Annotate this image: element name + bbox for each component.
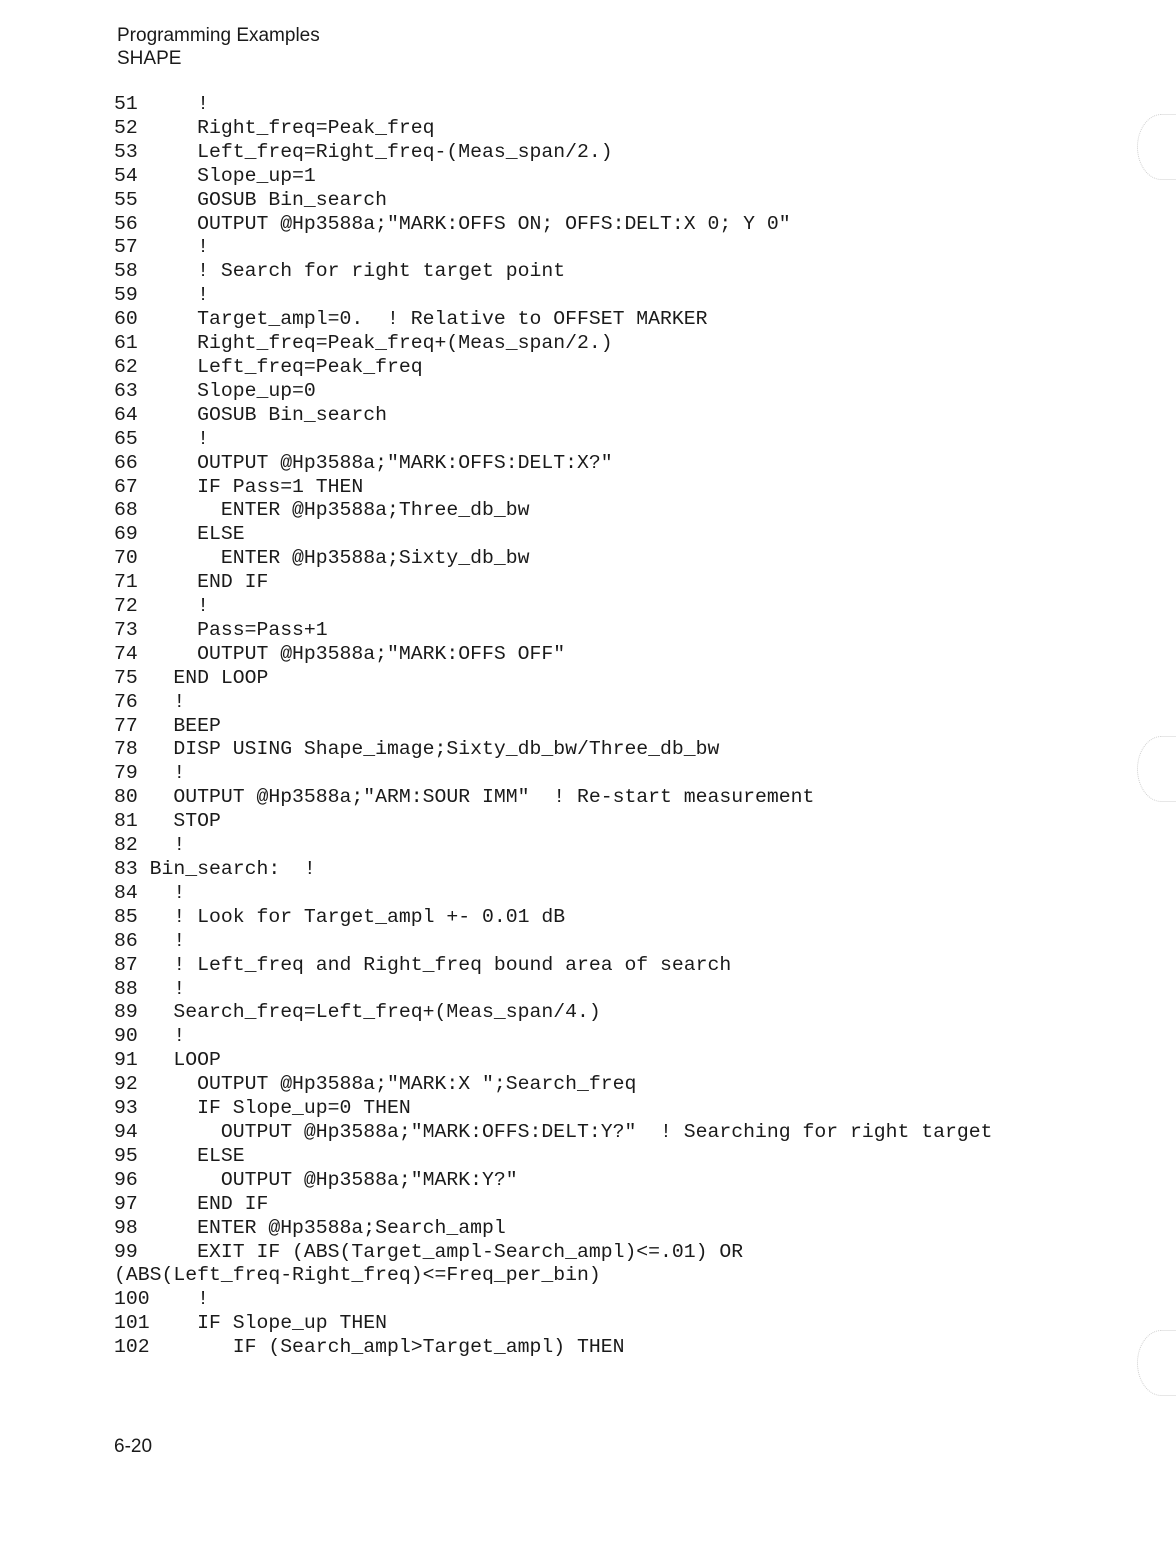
punch-hole-mark <box>1137 1330 1176 1396</box>
code-line: 93 IF Slope_up=0 THEN <box>114 1097 411 1120</box>
code-line: 73 Pass=Pass+1 <box>114 618 328 641</box>
code-line: 74 OUTPUT @Hp3588a;"MARK:OFFS OFF" <box>114 642 566 665</box>
code-line: 83 Bin_search: ! <box>114 858 316 880</box>
code-line: 57 ! <box>114 236 209 259</box>
code-line: 62 Left_freq=Peak_freq <box>114 355 423 378</box>
code-line: 95 ELSE <box>114 1144 245 1167</box>
code-line: 59 ! <box>114 284 209 307</box>
code-line: 52 Right_freq=Peak_freq <box>114 116 435 139</box>
punch-hole-mark <box>1137 736 1176 802</box>
code-line: 98 ENTER @Hp3588a;Search_ampl <box>114 1216 506 1239</box>
code-line: 102 IF (Search_ampl>Target_ampl) THEN <box>114 1336 625 1359</box>
code-line: 96 OUTPUT @Hp3588a;"MARK:Y?" <box>114 1168 518 1191</box>
code-line: 72 ! <box>114 595 209 618</box>
code-line: 89 Search_freq=Left_freq+(Meas_span/4.) <box>114 1001 601 1024</box>
code-line: 69 ELSE <box>114 523 245 546</box>
code-line: 67 IF Pass=1 THEN <box>114 475 364 498</box>
code-line: 88 ! <box>114 977 186 1000</box>
code-line: 68 ENTER @Hp3588a;Three_db_bw <box>114 499 530 522</box>
code-line: 71 END IF <box>114 571 269 594</box>
code-line: 78 DISP USING Shape_image;Sixty_db_bw/Three_db_bw <box>114 738 720 761</box>
code-line: 81 STOP <box>114 810 221 833</box>
code-line: 66 OUTPUT @Hp3588a;"MARK:OFFS:DELT:X?" <box>114 451 613 474</box>
code-line: 85 ! Look for Target_ampl +- 0.01 dB <box>114 905 566 928</box>
code-line: 100 ! <box>114 1288 209 1311</box>
code-line: (ABS(Left_freq-Right_freq)<=Freq_per_bin) <box>114 1264 601 1287</box>
code-line: 51 ! <box>114 93 209 115</box>
code-line: 70 ENTER @Hp3588a;Sixty_db_bw <box>114 547 530 570</box>
code-line: 64 GOSUB Bin_search <box>114 403 388 426</box>
subsection-title: SHAPE <box>117 48 182 69</box>
code-line: 79 ! <box>114 762 186 785</box>
code-line: 76 ! <box>114 690 186 713</box>
code-line: 56 OUTPUT @Hp3588a;"MARK:OFFS ON; OFFS:DELT:X 0; Y 0" <box>114 212 791 235</box>
code-line: 91 LOOP <box>114 1049 221 1072</box>
code-line: 99 EXIT IF (ABS(Target_ampl-Search_ampl)<=.01) OR <box>114 1240 744 1263</box>
page-number: 6-20 <box>114 1436 153 1457</box>
punch-hole-mark <box>1137 114 1176 180</box>
code-line: 55 GOSUB Bin_search <box>114 188 388 211</box>
code-line: 63 Slope_up=0 <box>114 379 316 402</box>
code-line: 77 BEEP <box>114 714 221 737</box>
code-line: 87 ! Left_freq and Right_freq bound area of search <box>114 953 732 976</box>
code-line: 53 Left_freq=Right_freq-(Meas_span/2.) <box>114 140 613 163</box>
code-line: 84 ! <box>114 881 186 904</box>
page-header <box>117 24 320 70</box>
code-line: 94 OUTPUT @Hp3588a;"MARK:OFFS:DELT:Y?" ! Searching for right target <box>114 1120 993 1143</box>
code-line: 58 ! Search for right target point <box>114 260 566 283</box>
code-line: 65 ! <box>114 427 209 450</box>
code-line: 101 IF Slope_up THEN <box>114 1312 388 1335</box>
code-line: 86 ! <box>114 929 186 952</box>
code-line: 90 ! <box>114 1025 186 1048</box>
code-listing <box>114 93 992 1360</box>
code-line: 92 OUTPUT @Hp3588a;"MARK:X ";Search_freq <box>114 1073 637 1096</box>
code-line: 61 Right_freq=Peak_freq+(Meas_span/2.) <box>114 332 613 355</box>
code-line: 97 END IF <box>114 1192 269 1215</box>
code-line: 82 ! <box>114 834 186 857</box>
code-line: 60 Target_ampl=0. ! Relative to OFFSET MARKER <box>114 308 708 331</box>
code-line: 80 OUTPUT @Hp3588a;"ARM:SOUR IMM" ! Re-start measurement <box>114 786 815 809</box>
code-line: 75 END LOOP <box>114 666 269 689</box>
code-line: 54 Slope_up=1 <box>114 164 316 187</box>
section-title: Programming Examples <box>117 25 320 46</box>
